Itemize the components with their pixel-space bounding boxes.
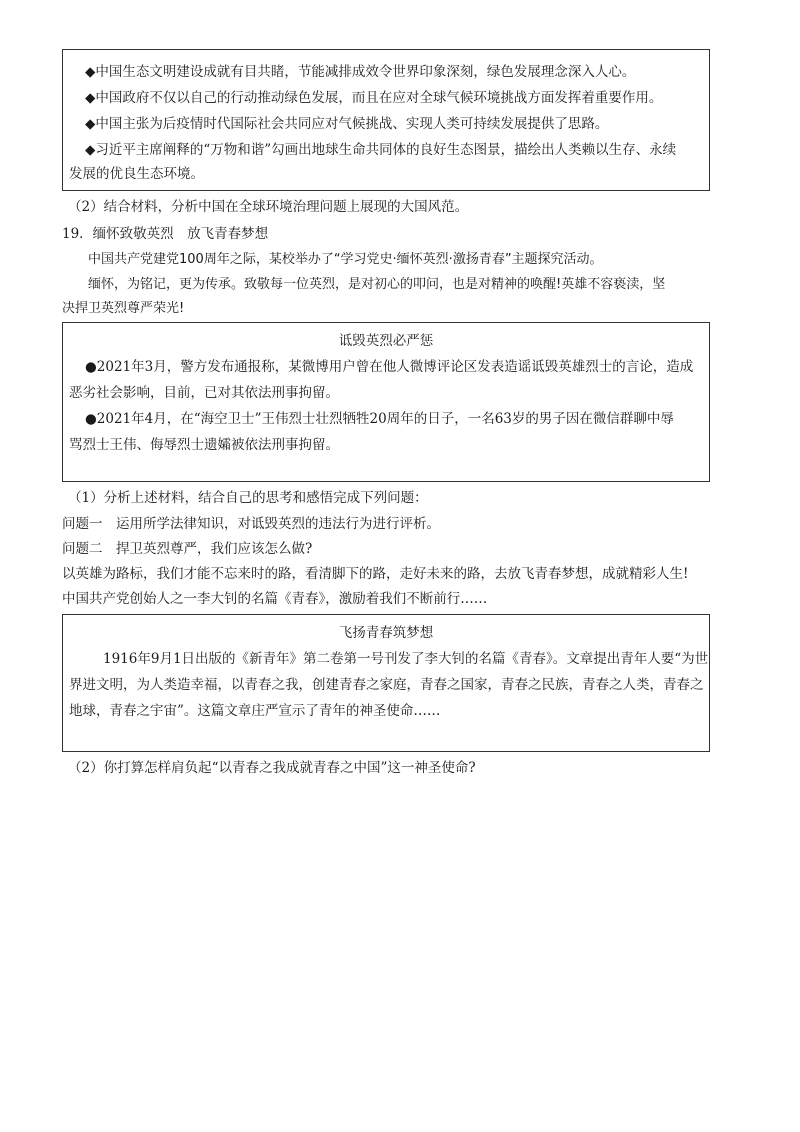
sub-question-1: （1）分析上述材料，结合自己的思考和感悟完成下列问题： <box>68 490 428 506</box>
material-line: 恶劣社会影响，目前，已对其依法刑事拘留。 <box>69 385 339 401</box>
material-line: 地球，青春之宇宙”。这篇文章庄严宣示了青年的神圣使命…… <box>69 703 441 719</box>
question-19-intro: 中国共产党建党100周年之际，某校举办了“学习党史·缅怀英烈·激扬青春”主题探究活动。 <box>88 252 603 267</box>
material-box-youth <box>62 614 710 752</box>
material-line: 骂烈士王伟、侮辱烈士遗孀被依法刑事拘留。 <box>69 437 339 453</box>
problem-one: 问题一 运用所学法律知识，对诋毁英烈的违法行为进行评析。 <box>62 516 440 532</box>
material-line: 发展的优良生态环境。 <box>69 166 204 182</box>
material-line: 1916年9月1日出版的《新青年》第二卷第一号刊发了李大钊的名篇《青春》。文章提出青年人要“为世 <box>103 651 709 667</box>
box-title: 飞扬青春筑梦想 <box>338 625 434 641</box>
material-line: ◆中国主张为后疫情时代国际社会共同应对气候挑战、实现人类可持续发展提供了思路。 <box>85 116 609 132</box>
hero-paragraph: 以英雄为路标，我们才能不忘来时的路，看清脚下的路，走好未来的路，去放飞青春梦想，成就精彩人生! <box>62 566 689 582</box>
material-line: 界进文明，为人类造幸福，以青春之我，创建青春之家庭，青春之国家，青春之民族，青春之人类，青春之 <box>69 677 704 693</box>
question-19-title: 19．缅怀致敬英烈 放飞青春梦想 <box>62 226 269 242</box>
founder-paragraph: 中国共产党创始人之一李大钊的名篇《青春》，激励着我们不断前行…… <box>62 591 488 607</box>
box-title: 诋毁英烈必严惩 <box>338 333 434 349</box>
question-19-paragraph: 缅怀，为铭记，更为传承。致敬每一位英烈，是对初心的叩问，也是对精神的唤醒!英雄不容亵渎，坚 <box>88 277 666 292</box>
material-box-martyrs <box>62 322 710 482</box>
material-line: ◆中国政府不仅以自己的行动推动绿色发展，而且在应对全球气候环境挑战方面发挥着重要作用。 <box>85 90 663 106</box>
material-box-ecology <box>62 49 710 191</box>
question-19-paragraph: 决捍卫英烈尊严荣光! <box>62 301 185 316</box>
question-18-2: （2）结合材料，分析中国在全球环境治理问题上展现的大国风范。 <box>68 199 469 215</box>
material-line: ●2021年4月，在“海空卫士”王伟烈士壮烈牺牲20周年的日子，一名63岁的男子因在微信群聊中辱 <box>85 411 674 427</box>
material-line: ●2021年3月，警方发布通报称，某微博用户曾在他人微博评论区发表造谣诋毁英雄烈士的言论，造成 <box>85 359 694 375</box>
sub-question-2: （2）你打算怎样肩负起“以青春之我成就青春之中国”这一神圣使命? <box>68 760 476 776</box>
problem-two: 问题二 捍卫英烈尊严，我们应该怎么做? <box>62 541 313 557</box>
material-line: ◆习近平主席阐释的“万物和谐”勾画出地球生命共同体的良好生态图景，描绘出人类赖以生存、永续 <box>85 142 677 158</box>
material-line: ◆中国生态文明建设成就有目共睹，节能减排成效令世界印象深刻，绿色发展理念深入人心。 <box>85 64 636 80</box>
